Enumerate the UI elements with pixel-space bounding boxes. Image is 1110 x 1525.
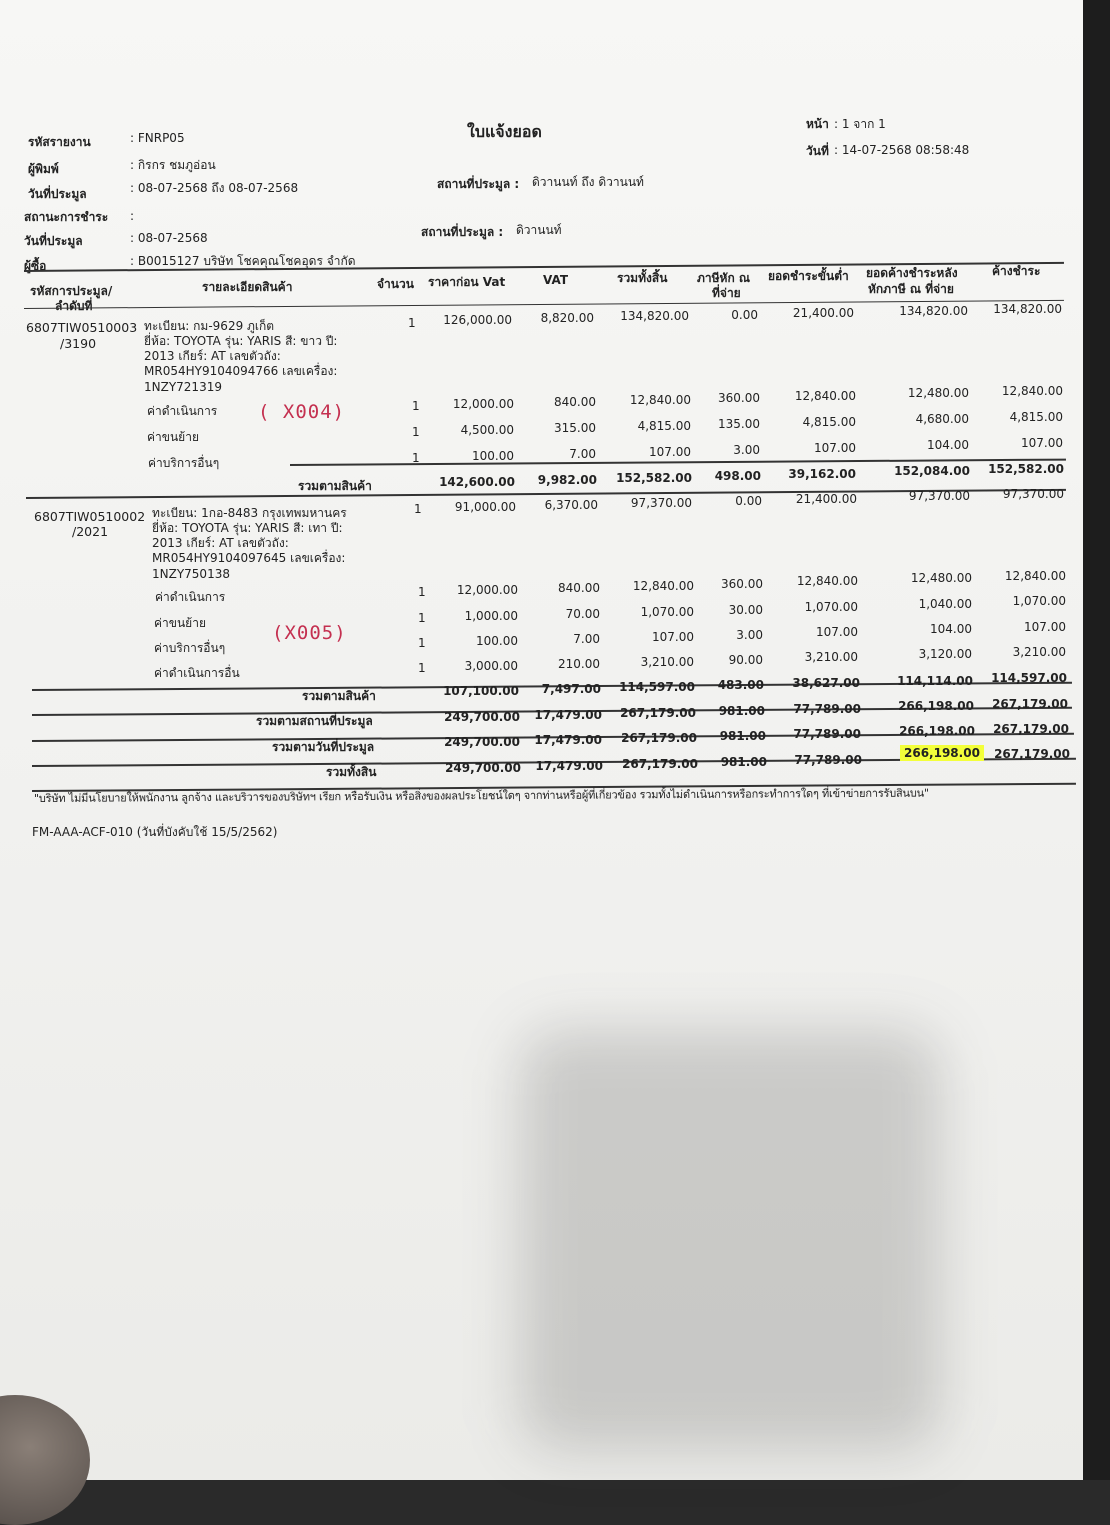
lot2-row1-pre-vat: 12,000.00 bbox=[456, 583, 518, 597]
lot2-row2-outstanding: 1,070.00 bbox=[1012, 594, 1066, 608]
total-venue-label: รวมตามสถานที่ประมูล bbox=[256, 714, 373, 728]
buyer-label: ผู้ซื้อ bbox=[24, 259, 47, 273]
grand-total-min-pay: 77,789.00 bbox=[794, 753, 862, 767]
lot1-main-outstanding-after: 134,820.00 bbox=[899, 304, 968, 318]
payment-status-label: สถานะการชำระ bbox=[24, 210, 109, 224]
auction-date-label: วันที่ประมูล bbox=[28, 187, 87, 201]
lot2-row2-label: ค่าขนย้าย bbox=[154, 616, 206, 630]
col-outstanding: ค้างชำระ bbox=[992, 264, 1041, 278]
venue-label: สถานที่ประมูล : bbox=[421, 225, 504, 239]
lot1-row1-vat: 840.00 bbox=[554, 395, 596, 409]
phone-shadow bbox=[520, 1030, 940, 1450]
lot1-main-vat: 8,820.00 bbox=[540, 311, 594, 325]
total-date-pre-vat: 249,700.00 bbox=[444, 735, 520, 749]
lot1-handwritten-note: ( X004) bbox=[258, 401, 346, 423]
lot1-row1-outstanding-after: 12,480.00 bbox=[907, 386, 969, 400]
lot1-row2-total: 4,815.00 bbox=[637, 419, 691, 433]
lot2-row1-min-pay: 12,840.00 bbox=[796, 574, 858, 588]
lot2-row2-total: 1,070.00 bbox=[640, 605, 694, 619]
lot2-main-vat: 6,370.00 bbox=[544, 498, 598, 512]
lot1-row2-qty: 1 bbox=[412, 425, 420, 439]
lot1-subtotal-outstanding-after: 152,084.00 bbox=[894, 464, 970, 478]
lot1-row2-pre-vat: 4,500.00 bbox=[460, 423, 514, 437]
col-outstanding-after2: หักภาษี ณ ที่จ่าย bbox=[868, 282, 954, 296]
lot2-row2-min-pay: 1,070.00 bbox=[804, 600, 858, 614]
lot1-row3-outstanding: 107.00 bbox=[1021, 436, 1063, 450]
col-detail: รายละเอียดสินค้า bbox=[202, 280, 293, 294]
desk-edge bbox=[1083, 0, 1110, 1480]
lot2-desc2: ยี่ห้อ: TOYOTA รุ่น: YARIS สี: เทา ปี: bbox=[152, 521, 343, 535]
lot1-subtotal-outstanding: 152,582.00 bbox=[988, 462, 1064, 476]
lot1-row2-vat: 315.00 bbox=[554, 421, 596, 435]
lot1-row1-wht: 360.00 bbox=[718, 391, 760, 405]
col-code2: ลำดับที่ bbox=[55, 299, 93, 313]
lot2-row4-min-pay: 3,210.00 bbox=[804, 650, 858, 664]
lot2-main-wht: 0.00 bbox=[735, 494, 762, 508]
col-code: รหัสการประมูล/ bbox=[30, 284, 113, 298]
lot2-subtotal-pre-vat: 107,100.00 bbox=[443, 684, 519, 698]
lot1-main-wht: 0.00 bbox=[731, 308, 758, 322]
lot2-desc4: MR054HY9104097645 เลขเครื่อง: bbox=[152, 551, 346, 565]
lot2-row1-vat: 840.00 bbox=[558, 581, 600, 595]
lot1-row2-outstanding: 4,815.00 bbox=[1009, 410, 1063, 424]
lot2-subtotal-outstanding-after: 114,114.00 bbox=[897, 674, 973, 688]
col-pre-vat: ราคาก่อน Vat bbox=[428, 275, 506, 289]
lot1-desc1: ทะเบียน: กม-9629 ภูเก็ต bbox=[144, 319, 275, 333]
lot2-row1-outstanding: 12,840.00 bbox=[1004, 569, 1066, 583]
lot2-code: 6807TIW0510002 bbox=[34, 509, 146, 524]
grand-total-total: 267,179.00 bbox=[622, 757, 698, 771]
col-outstanding-after: ยอดค้างชำระหลัง bbox=[866, 266, 958, 280]
grand-total-vat: 17,479.00 bbox=[535, 759, 603, 773]
auction-date2: : 08-07-2568 bbox=[130, 231, 208, 245]
col-total: รวมทั้งสิ้น bbox=[617, 271, 668, 285]
report-code-label: รหัสรายงาน bbox=[28, 135, 91, 149]
lot2-row2-outstanding-after: 1,040.00 bbox=[918, 597, 972, 611]
lot1-desc2: ยี่ห้อ: TOYOTA รุ่น: YARIS สี: ขาว ปี: bbox=[144, 334, 338, 348]
lot1-desc4: MR054HY9104094766 เลขเครื่อง: bbox=[144, 364, 338, 378]
lot1-row2-wht: 135.00 bbox=[718, 417, 760, 431]
lot2-row2-wht: 30.00 bbox=[728, 603, 763, 617]
total-date-outstanding-after: 266,198.00 bbox=[899, 724, 975, 738]
lot1-row2-min-pay: 4,815.00 bbox=[802, 415, 856, 429]
lot2-row3-pre-vat: 100.00 bbox=[476, 634, 518, 648]
total-venue-outstanding: 267,179.00 bbox=[992, 697, 1068, 711]
venue-range-label: สถานที่ประมูล : bbox=[437, 177, 520, 191]
grand-total-outstanding: 267,179.00 bbox=[994, 747, 1070, 761]
total-venue-pre-vat: 249,700.00 bbox=[444, 710, 520, 724]
col-qty: จำนวน bbox=[377, 277, 414, 291]
lot1-main-total: 134,820.00 bbox=[620, 309, 689, 323]
lot2-main-outstanding: 97,370.00 bbox=[1002, 487, 1064, 501]
total-venue-total: 267,179.00 bbox=[620, 706, 696, 720]
lot1-main-min-pay: 21,400.00 bbox=[792, 306, 854, 320]
lot1-code: 6807TIW0510003 bbox=[26, 320, 138, 335]
lot1-code2: /3190 bbox=[60, 336, 97, 351]
grand-total-outstanding-after: 266,198.00 bbox=[900, 745, 984, 761]
lot2-row2-qty: 1 bbox=[418, 611, 426, 625]
total-venue-outstanding-after: 266,198.00 bbox=[898, 699, 974, 713]
lot1-subtotal-pre-vat: 142,600.00 bbox=[439, 475, 515, 489]
lot2-row1-outstanding-after: 12,480.00 bbox=[910, 571, 972, 585]
document-title: ใบแจ้งยอด bbox=[467, 122, 542, 141]
total-date-outstanding: 267,179.00 bbox=[993, 722, 1069, 736]
lot1-row1-qty: 1 bbox=[412, 399, 420, 413]
lot2-desc1: ทะเบียน: 1กอ-8483 กรุงเทพมหานคร bbox=[152, 506, 347, 520]
lot1-row3-min-pay: 107.00 bbox=[814, 441, 856, 455]
lot1-subtotal-total: 152,582.00 bbox=[616, 471, 692, 485]
lot2-row4-vat: 210.00 bbox=[558, 657, 600, 671]
lot1-desc3: 2013 เกียร์: AT เลขตัวถัง: bbox=[144, 349, 281, 363]
policy-note: "บริษัท ไม่มีนโยบายให้พนักงาน ลูกจ้าง และบริวารของบริษัทฯ เรียก หรือรับเงิน หรือสิ่งของผลประโยชน์ใดๆ จากท่านหรือผู้ที่เกี่ยวข้อง รวมทั้งไม่ดำเนินการหรือกระทำการใดๆ ที่เข้าข่ายการรับสินบน" bbox=[33, 786, 929, 805]
col-wht2: ที่จ่าย bbox=[712, 286, 741, 300]
total-date-wht: 981.00 bbox=[719, 729, 766, 743]
printer-name: : กิรกร ชมภูอ่อน bbox=[130, 158, 216, 172]
form-code: FM-AAA-ACF-010 (วันที่บังคับใช้ 15/5/2562) bbox=[32, 825, 278, 839]
lot1-desc5: 1NZY721319 bbox=[144, 380, 222, 394]
total-date-min-pay: 77,789.00 bbox=[793, 727, 861, 741]
total-venue-min-pay: 77,789.00 bbox=[793, 702, 861, 716]
lot1-row2-label: ค่าขนย้าย bbox=[147, 430, 199, 444]
lot2-row1-total: 12,840.00 bbox=[632, 579, 694, 593]
grand-total-pre-vat: 249,700.00 bbox=[445, 761, 521, 775]
total-venue-wht: 981.00 bbox=[718, 704, 765, 718]
lot2-subtotal-vat: 7,497.00 bbox=[541, 682, 601, 696]
lot2-main-min-pay: 21,400.00 bbox=[795, 492, 857, 506]
lot1-subtotal-min-pay: 39,162.00 bbox=[788, 467, 856, 481]
page-number: : 1 จาก 1 bbox=[834, 117, 886, 131]
col-wht: ภาษีหัก ณ bbox=[697, 271, 751, 285]
print-date-label: วันที่ bbox=[806, 144, 829, 158]
lot2-subtotal-total: 114,597.00 bbox=[619, 680, 695, 694]
lot2-row4-outstanding-after: 3,120.00 bbox=[918, 647, 972, 661]
lot2-row3-wht: 3.00 bbox=[736, 628, 763, 642]
lot2-row1-qty: 1 bbox=[418, 585, 426, 599]
lot2-row3-label: ค่าบริการอื่นๆ bbox=[154, 641, 226, 655]
venue-range: ดิวานนท์ ถึง ดิวานนท์ bbox=[532, 175, 644, 189]
lot2-row4-total: 3,210.00 bbox=[640, 655, 694, 669]
lot2-desc3: 2013 เกียร์: AT เลขตัวถัง: bbox=[152, 536, 289, 550]
lot2-row4-qty: 1 bbox=[418, 661, 426, 675]
col-min-pay: ยอดชำระขั้นต่ำ bbox=[768, 269, 849, 283]
lot2-row4-pre-vat: 3,000.00 bbox=[464, 659, 518, 673]
lot1-subtotal-vat: 9,982.00 bbox=[537, 473, 597, 487]
lot2-main-pre-vat: 91,000.00 bbox=[454, 500, 516, 514]
payment-status: : bbox=[130, 209, 135, 223]
total-date-total: 267,179.00 bbox=[621, 731, 697, 745]
lot2-subtotal-outstanding: 114,597.00 bbox=[991, 671, 1067, 685]
lot1-main-qty: 1 bbox=[408, 316, 416, 330]
grand-total-label: รวมทั้งสิน bbox=[326, 765, 377, 779]
lot2-main-total: 97,370.00 bbox=[630, 496, 692, 510]
lot2-code2: /2021 bbox=[72, 524, 109, 539]
lot2-subtotal-wht: 483.00 bbox=[717, 678, 764, 692]
lot2-row2-vat: 70.00 bbox=[565, 607, 600, 621]
report-code: : FNRP05 bbox=[130, 131, 185, 145]
lot2-row3-min-pay: 107.00 bbox=[816, 625, 858, 639]
buyer-name: : B0015127 บริษัท โชคคุณโชคอุดร จำกัด bbox=[130, 254, 356, 268]
lot1-main-pre-vat: 126,000.00 bbox=[443, 313, 512, 327]
total-date-label: รวมตามวันที่ประมูล bbox=[272, 740, 375, 754]
lot2-row1-wht: 360.00 bbox=[721, 577, 763, 591]
lot2-row3-qty: 1 bbox=[418, 636, 426, 650]
page-label: หน้า bbox=[806, 117, 829, 131]
lot2-desc5: 1NZY750138 bbox=[152, 567, 230, 581]
grand-total-wht: 981.00 bbox=[720, 755, 767, 769]
lot2-handwritten-note: (X005) bbox=[272, 622, 347, 644]
lot2-main-qty: 1 bbox=[414, 502, 422, 516]
grand-total-outstanding-after-highlight bbox=[900, 746, 980, 760]
lot2-subtotal-label: รวมตามสินค้า bbox=[302, 689, 376, 703]
venue-name: ดิวานนท์ bbox=[516, 223, 562, 237]
total-date-vat: 17,479.00 bbox=[534, 733, 602, 747]
lot1-row3-wht: 3.00 bbox=[733, 443, 760, 457]
lot1-row1-outstanding: 12,840.00 bbox=[1001, 384, 1063, 398]
lot1-row3-label: ค่าบริการอื่นๆ bbox=[148, 456, 220, 470]
printer-label: ผู้พิมพ์ bbox=[28, 162, 59, 176]
auction-date2-label: วันที่ประมูล bbox=[24, 234, 83, 248]
print-date: : 14-07-2568 08:58:48 bbox=[834, 143, 970, 157]
lot2-row3-outstanding: 107.00 bbox=[1024, 620, 1066, 634]
lot1-row2-outstanding-after: 4,680.00 bbox=[915, 412, 969, 426]
lot1-subtotal-wht: 498.00 bbox=[714, 469, 761, 483]
lot2-main-outstanding-after: 97,370.00 bbox=[908, 489, 970, 503]
lot2-row1-label: ค่าดำเนินการ bbox=[155, 590, 226, 604]
lot1-row1-pre-vat: 12,000.00 bbox=[452, 397, 514, 411]
lot2-row4-wht: 90.00 bbox=[728, 653, 763, 667]
lot1-row3-total: 107.00 bbox=[649, 445, 691, 459]
lot2-row2-pre-vat: 1,000.00 bbox=[464, 609, 518, 623]
col-vat: VAT bbox=[543, 273, 569, 287]
lot2-row4-label: ค่าดำเนินการอื่น bbox=[154, 666, 240, 680]
lot1-row3-qty: 1 bbox=[412, 451, 420, 465]
lot1-row3-outstanding-after: 104.00 bbox=[927, 438, 969, 452]
lot1-row3-vat: 7.00 bbox=[569, 447, 596, 461]
lot1-row1-label: ค่าดำเนินการ bbox=[147, 404, 218, 418]
total-venue-vat: 17,479.00 bbox=[534, 708, 602, 722]
lot1-subtotal-label: รวมตามสินค้า bbox=[298, 479, 372, 493]
auction-date-range: : 08-07-2568 ถึง 08-07-2568 bbox=[130, 181, 299, 195]
lot2-row3-outstanding-after: 104.00 bbox=[930, 622, 972, 636]
lot1-main-outstanding: 134,820.00 bbox=[993, 302, 1062, 316]
lot2-row3-total: 107.00 bbox=[652, 630, 694, 644]
lot1-row1-min-pay: 12,840.00 bbox=[794, 389, 856, 403]
lot2-row3-vat: 7.00 bbox=[573, 632, 600, 646]
lot1-row1-total: 12,840.00 bbox=[629, 393, 691, 407]
lot2-row4-outstanding: 3,210.00 bbox=[1012, 645, 1066, 659]
lot2-subtotal-min-pay: 38,627.00 bbox=[792, 676, 860, 690]
lot1-row3-pre-vat: 100.00 bbox=[472, 449, 514, 463]
